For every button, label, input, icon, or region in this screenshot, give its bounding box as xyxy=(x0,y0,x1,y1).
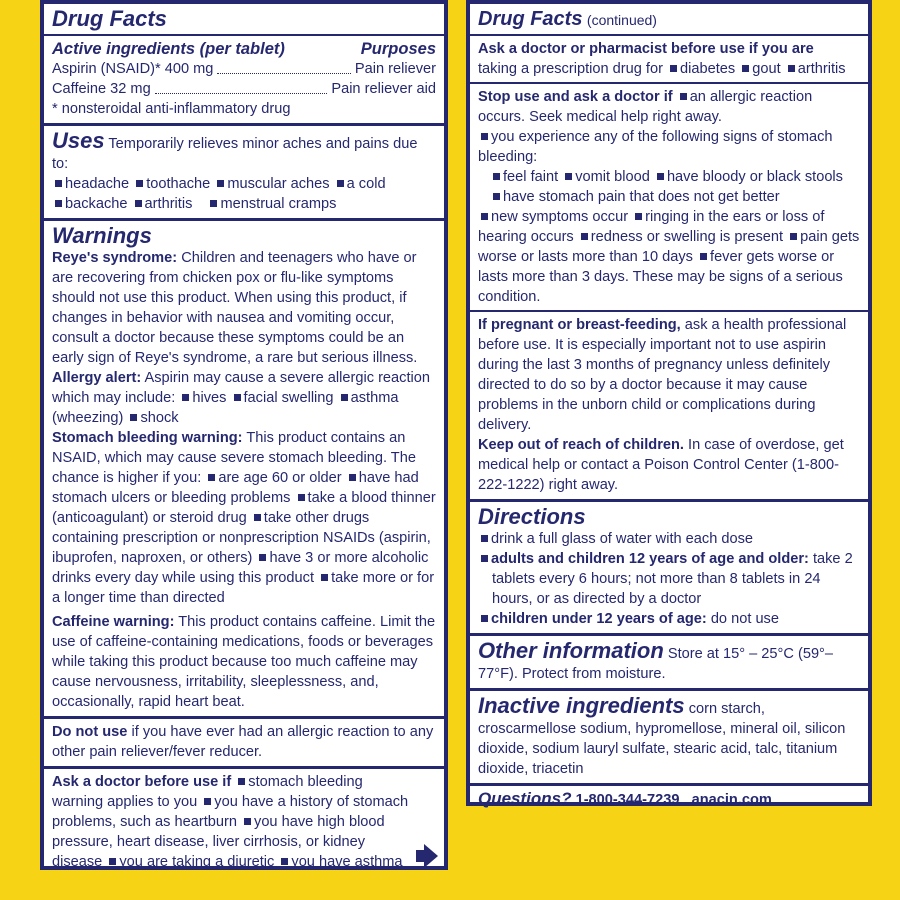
uses-title: Uses xyxy=(52,128,105,153)
warnings-section: Warnings Reye's syndrome: Children and teenagers who have or are recovering from chicken pox or flu-like symptoms should not use this product. When using this product, if changes in behavior with nausea and vomiting occur, consult a doctor because these symptoms could be an early sign of Reye's syndrome, a rare but serious illness. Allergy alert: Aspirin may cause a severe allergic reaction which may include: hives facial swelling asthma (wheezing) shock Stomach bleeding warning: This product contains an NSAID, which may cause severe stomach bleeding. The chance is higher if you: are age 60 or older have had stomach ulcers or bleeding problems take a blood thinner (anticoagulant) or steroid drug take other drugs containing prescription or nonprescription NSAIDs (aspirin, ibuprofen, naproxen, or others) have 3 or more alcoholic drinks every day while using this product take more or for a longer time than directed Caffeine warning: This product contains caffeine. Limit the use of caffeine-containing medications, foods or beverages while taking this product because too much caffeine may cause nervousness, irritability, sleeplessness, and, occasionally, rapid heart beat. xyxy=(44,221,444,719)
use-item: toothache xyxy=(146,176,211,192)
ingredient-row: Caffeine 32 mg Pain reliever aid xyxy=(52,81,436,97)
ingredient-row: Aspirin (NSAID)* 400 mg Pain reliever xyxy=(52,61,436,77)
questions-section: Questions? 1-800-344-7239 anacin.com xyxy=(478,789,772,808)
use-item: arthritis xyxy=(144,196,193,212)
questions-phone: 1-800-344-7239 xyxy=(575,792,680,808)
warnings-title: Warnings xyxy=(52,223,152,248)
divider xyxy=(44,34,444,36)
other-information-section: Other information Store at 15° – 25°C (59°– 77°F). Protect from moisture. xyxy=(470,636,868,691)
directions-title: Directions xyxy=(478,504,586,529)
allergy-label: Allergy alert: xyxy=(52,370,142,386)
reye-label: Reye's syndrome: xyxy=(52,250,178,266)
active-ingredients-section xyxy=(44,4,444,126)
stomach-label: Stomach bleeding warning: xyxy=(52,430,243,446)
do-not-use-section: Do not use if you have ever had an allergic reaction to any other pain reliever/fever reducer. xyxy=(44,719,444,769)
continued-label: (continued) xyxy=(586,12,657,28)
use-item: menstrual cramps xyxy=(220,196,337,212)
active-ingredients-heading: Active ingredients (per tablet) xyxy=(52,40,285,58)
continue-arrow-icon xyxy=(424,844,438,868)
purposes-heading: Purposes xyxy=(360,40,436,58)
ask-doctor-section: Ask a doctor before use if stomach bleeding warning applies to you you have a history of stomach problems, such as heartburn you have high blood pressure, heart disease, liver cirrhosis, or kidney disease you are taking a diuretic you have asthma xyxy=(44,769,444,876)
center-gutter xyxy=(448,0,466,900)
drug-facts-right-panel xyxy=(466,0,872,806)
use-item: backache xyxy=(65,196,128,212)
continued-header: Drug Facts (continued) Ask a doctor or pharmacist before use if you are taking a prescription drug for diabetes gout arthritis Stop use and ask a doctor if an allergic reaction occurs. Seek medical help right away. you experience any of the following signs of stomach bleeding: feel faint vomit blood have bloody or black stools have stomach pain that does not get better new symptoms occur ringing in the ears or loss of hearing occurs redness or swelling is present pain gets worse or lasts more than 10 days fever gets worse or lasts more than 3 days. These may be signs of a serious condition. If pregnant or breast-feeding, ask a health professional before use. It is especially important not to use aspirin during the last 3 months of pregnancy unless definitely directed to do so by a doctor because it may cause problems in the unborn child or complications during delivery. Keep out of reach of children. In case of overdose, get medical help or contact a Poison Control Center (1-800-222-1222) right away. xyxy=(470,4,868,502)
drug-facts-left-panel xyxy=(40,0,448,870)
use-item: a cold xyxy=(346,176,386,192)
inactive-ingredients-section: Inactive ingredients corn starch, croscarmellose sodium, hypromellose, mineral oil, silicon dioxide, sodium lauryl sulfate, stearic acid, talc, titanium dioxide, triacetin xyxy=(470,691,868,786)
use-item: muscular aches xyxy=(227,176,330,192)
directions-section: Directions drink a full glass of water with each dose adults and children 12 years of age and older: take 2 tablets every 6 hours; not more than 8 tablets in 24 hours, or as directed by a doctor children under 12 years of age: do not use xyxy=(470,502,868,636)
uses-section xyxy=(44,126,444,221)
website-link[interactable]: anacin.com xyxy=(691,792,772,808)
uses-intro: Temporarily relieves minor aches and pains due to: xyxy=(52,136,418,172)
footnote: * nonsteroidal anti-inflammatory drug xyxy=(52,101,291,117)
drug-facts-title: Drug Facts xyxy=(52,6,167,31)
reye-text: Children and teenagers who have or are recovering from chicken pox or flu-like symptoms should not use this product. When using this product, if changes in behavior with nausea and vomiting occur, consult a doctor because these symptoms could be an early sign of Reye's syndrome, a rare but serious illness. xyxy=(52,250,418,366)
use-item: headache xyxy=(65,176,130,192)
caffeine-label: Caffeine warning: xyxy=(52,614,175,630)
